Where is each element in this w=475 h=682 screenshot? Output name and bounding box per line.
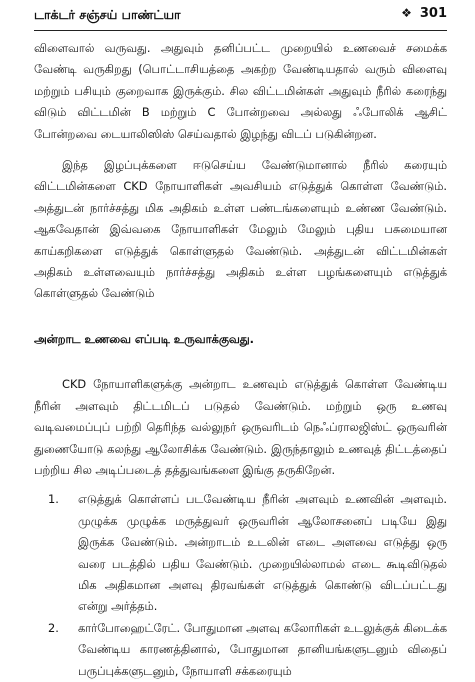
book-page [0, 4, 475, 679]
paragraph: விளைவால் வருவது. அதுவும் தனிப்பட்ட முறையில் உணவைச் சமைக்க வேண்டி வருகிறது (பொட்டாசியத்தை அகற்ற வேண்டியதால் வரும் விளைவு மற்றும் பசியும் குறைவாக இருக்கும். சில விட்டமின்கள் அதுவும் நீரில் கரைந்து விடும் விட்டமின் B மற்றும் C போன்றவை அல்லது ஃபோலிக் ஆசிட் போன்றவை டையாலிஸிஸ் செய்வதால் இழந்து விடப் படுகின்றன. [34, 41, 447, 141]
list-item [34, 489, 447, 617]
list-item-text: கார்போஹைட்ரேட். போதுமான அளவு கலோரிகள் உடலுக்குக் கிடைக்க வேண்டிய காரணத்தினால், போதுமான தானியங்களுடனும் விதைப் பருப்புக்களுடனும், நோயாளி சக்கரையும் [78, 620, 447, 678]
ornament-icon: ❖ [401, 6, 412, 20]
page-body [34, 38, 447, 682]
page-header [34, 4, 447, 31]
list-item [34, 618, 447, 682]
paragraph: CKD நோயாளிகளுக்கு அன்றாட உணவும் எடுத்துக் கொள்ள வேண்டிய நீரின் அளவும் திட்டமிடப் படுதல் வேண்டும். மற்றும் ஒரு உணவு வடிவமைப்புப் பற்றி தெரிந்த வல்லுநர் ஒருவரிடம் நெஃப்ராலஜிஸ்ட் ஒருவரின் துணையோடு கலந்து ஆலோசிக்க வேண்டும். இருந்தாலும் உணவுத் திட்டத்தைப் பற்றிய சில அடிப்படைத் தத்துவங்களை இங்கு தருகிறேன். [34, 377, 447, 477]
list-number: 2. [48, 620, 59, 635]
list-item-text: எடுத்துக் கொள்ளப் படவேண்டிய நீரின் அளவும் உணவின் அளவும். முழுக்க முழுக்க மருத்துவர் ஒருவரின் ஆலோசனைப் படியே இது இருக்க வேண்டும். அன்றாடம் உடலின் எடை அளவை எடுத்து ஒரு வரை படத்தில் பதிய வேண்டும். முறையில்லாமல் எடை கூடிவிடுதல் மிக அதிகமான அளவு திரவங்கள் எடுத்துக் கொண்டு விடப்பட்டது என்று அர்த்தம். [78, 492, 447, 614]
page-number-block [401, 6, 447, 21]
paragraph: இந்த இழப்புக்களை ஈடுசெய்ய வேண்டுமானால் நீரில் கரையும் விட்டமின்களை CKD நோயாளிகள் அவசியம் எடுத்துக் கொள்ள வேண்டும். அத்துடன் நார்ச்சத்து மிக அதிகம் உள்ள பண்டங்களையும் உண்ண வேண்டும். ஆகவேதான் இவ்வகை நோயாளிகள் மேலும் மேலும் புதிய பசுமையான காய்கறிகளை எடுத்துக் கொள்ளுதல் வேண்டும். அத்துடன் விட்டமின்கள் அதிகம் உள்ளவையும் நார்ச்சத்து அதிகம் உள்ள பழங்களையும் எடுத்துக் கொள்ளுதல் வேண்டும் [34, 158, 447, 301]
list-number: 1. [48, 492, 59, 507]
page-number: 301 [419, 6, 447, 21]
running-title: டாக்டர் சஞ்சய் பாண்ட்யா [34, 7, 181, 22]
numbered-list [34, 489, 447, 682]
section-heading: அன்றாட உணவை எப்படி உருவாக்குவது. [34, 331, 254, 346]
